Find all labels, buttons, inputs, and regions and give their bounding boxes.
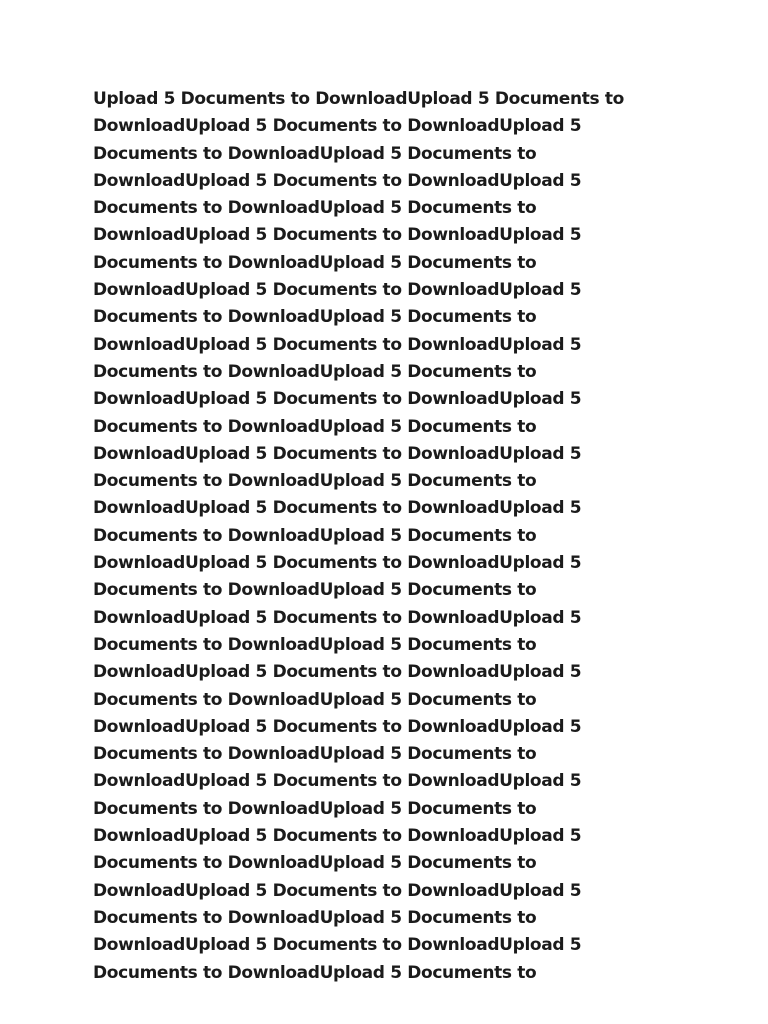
text-line: DownloadUpload 5 Documents to DownloadUpload 5 xyxy=(93,334,582,355)
text-line: DownloadUpload 5 Documents to DownloadUpload 5 xyxy=(93,225,582,246)
text-line: DownloadUpload 5 Documents to DownloadUpload 5 xyxy=(93,826,582,847)
text-line: Documents to DownloadUpload 5 Documents to xyxy=(93,962,537,983)
text-line: Documents to DownloadUpload 5 Documents to xyxy=(93,525,537,546)
text-line: DownloadUpload 5 Documents to DownloadUpload 5 xyxy=(93,771,582,792)
text-line: Upload 5 Documents to DownloadUpload 5 Documents to xyxy=(93,89,624,109)
text-line: DownloadUpload 5 Documents to DownloadUpload 5 xyxy=(93,389,582,410)
text-line: DownloadUpload 5 Documents to DownloadUpload 5 xyxy=(93,607,582,628)
text-line: Documents to DownloadUpload 5 Documents to xyxy=(93,143,537,164)
text-line: Documents to DownloadUpload 5 Documents to xyxy=(93,307,537,328)
text-line: DownloadUpload 5 Documents to DownloadUpload 5 xyxy=(93,935,582,956)
document-text-block xyxy=(93,86,653,987)
text-line: DownloadUpload 5 Documents to DownloadUpload 5 xyxy=(93,498,582,519)
text-line: Documents to DownloadUpload 5 Documents to xyxy=(93,907,537,928)
text-line: DownloadUpload 5 Documents to DownloadUpload 5 xyxy=(93,880,582,901)
text-line: DownloadUpload 5 Documents to DownloadUpload 5 xyxy=(93,553,582,574)
text-line: Documents to DownloadUpload 5 Documents to xyxy=(93,361,537,382)
text-line: DownloadUpload 5 Documents to DownloadUpload 5 xyxy=(93,716,582,737)
text-line: DownloadUpload 5 Documents to DownloadUpload 5 xyxy=(93,170,582,191)
text-line: Documents to DownloadUpload 5 Documents to xyxy=(93,634,537,655)
text-line: Documents to DownloadUpload 5 Documents to xyxy=(93,198,537,219)
text-line: DownloadUpload 5 Documents to DownloadUpload 5 xyxy=(93,443,582,464)
text-line: Documents to DownloadUpload 5 Documents to xyxy=(93,416,537,437)
text-line: DownloadUpload 5 Documents to DownloadUpload 5 xyxy=(93,280,582,301)
text-line: DownloadUpload 5 Documents to DownloadUpload 5 xyxy=(93,116,582,137)
text-line: Documents to DownloadUpload 5 Documents to xyxy=(93,689,537,710)
text-line: Documents to DownloadUpload 5 Documents to xyxy=(93,853,537,874)
text-line: Documents to DownloadUpload 5 Documents to xyxy=(93,580,537,601)
text-line: DownloadUpload 5 Documents to DownloadUpload 5 xyxy=(93,662,582,683)
text-line: Documents to DownloadUpload 5 Documents to xyxy=(93,798,537,819)
text-line: Documents to DownloadUpload 5 Documents to xyxy=(93,252,537,273)
text-line: Documents to DownloadUpload 5 Documents to xyxy=(93,471,537,492)
text-line: Documents to DownloadUpload 5 Documents to xyxy=(93,744,537,765)
